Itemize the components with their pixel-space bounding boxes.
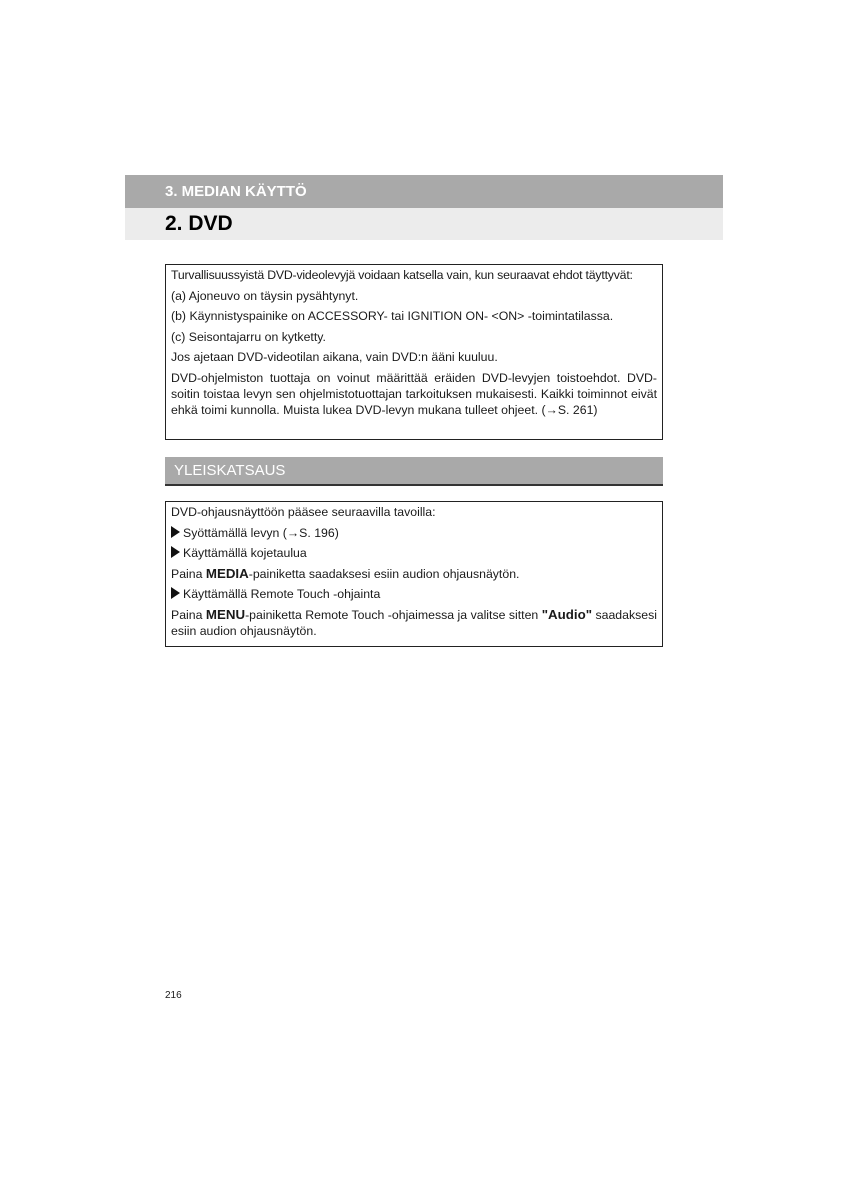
condition-b: (b) Käynnistyspainike on ACCESSORY- tai IGNITION ON- <ON> -toimintatilassa. — [171, 309, 614, 323]
instruction-text: Paina — [171, 566, 206, 581]
condition-c: (c) Seisontajarru on kytketty. — [171, 329, 326, 344]
method-dashboard-label: Käyttämällä kojetaulua — [183, 546, 307, 560]
warning-box — [165, 264, 663, 440]
warning-note-driving: Jos ajetaan DVD-videotilan aikana, vain DVD:n ääni kuuluu. — [171, 350, 498, 364]
bullet-triangle-icon — [171, 587, 180, 599]
page-number: 216 — [165, 990, 182, 1001]
warning-intro: Turvallisuussyistä DVD-videolevyjä voidaan katsella vain, kun seuraavat ehdot täyttyvät: — [171, 268, 633, 282]
overview-heading: YLEISKATSAUS — [165, 457, 663, 486]
method-insert-disc — [171, 525, 657, 541]
method-dashboard-instruction — [171, 566, 657, 582]
overview-intro: DVD-ohjausnäyttöön pääsee seuraavilla tavoilla: — [171, 505, 436, 519]
header-band — [125, 175, 723, 240]
method-dashboard — [171, 545, 657, 561]
chapter-title: 3. MEDIAN KÄYTTÖ — [125, 175, 723, 208]
method-remote-touch-instruction — [171, 607, 657, 639]
instruction-text: saadaksesi esiin audion ohjausnäytön. — [171, 607, 657, 638]
condition-a: (a) Ajoneuvo on täysin pysähtynyt. — [171, 288, 359, 303]
instruction-text: -painiketta saadaksesi esiin audion ohjausnäytön. — [248, 566, 520, 581]
method-remote-touch — [171, 586, 657, 602]
section-title: 2. DVD — [125, 208, 723, 240]
instruction-text: Paina — [171, 607, 206, 622]
bullet-triangle-icon — [171, 546, 180, 558]
method-remote-touch-label: Käyttämällä Remote Touch -ohjainta — [183, 587, 381, 601]
method-insert-disc-label: Syöttämällä levyn (→S. 196) — [183, 525, 339, 540]
media-key-label: MEDIA — [205, 565, 249, 581]
audio-option-label: "Audio" — [541, 606, 593, 622]
warning-note-producer: DVD-ohjelmiston tuottaja on voinut määrittää eräiden DVD-levyjen toistoehdot. DVD-soitin toistaa levyn sen ohjelmistotuottajan tarkoituksen mukaisesti. Kaikki toiminnot eivät ehkä toimi kunnolla. Muista lukea DVD-levyn mukana tulleet ohjeet. (→S. 261) — [171, 370, 657, 417]
instruction-text: -painiketta Remote Touch -ohjaimessa ja valitse sitten — [245, 607, 542, 622]
menu-key-label: MENU — [205, 606, 246, 622]
bullet-triangle-icon — [171, 526, 180, 538]
overview-box — [165, 501, 663, 647]
